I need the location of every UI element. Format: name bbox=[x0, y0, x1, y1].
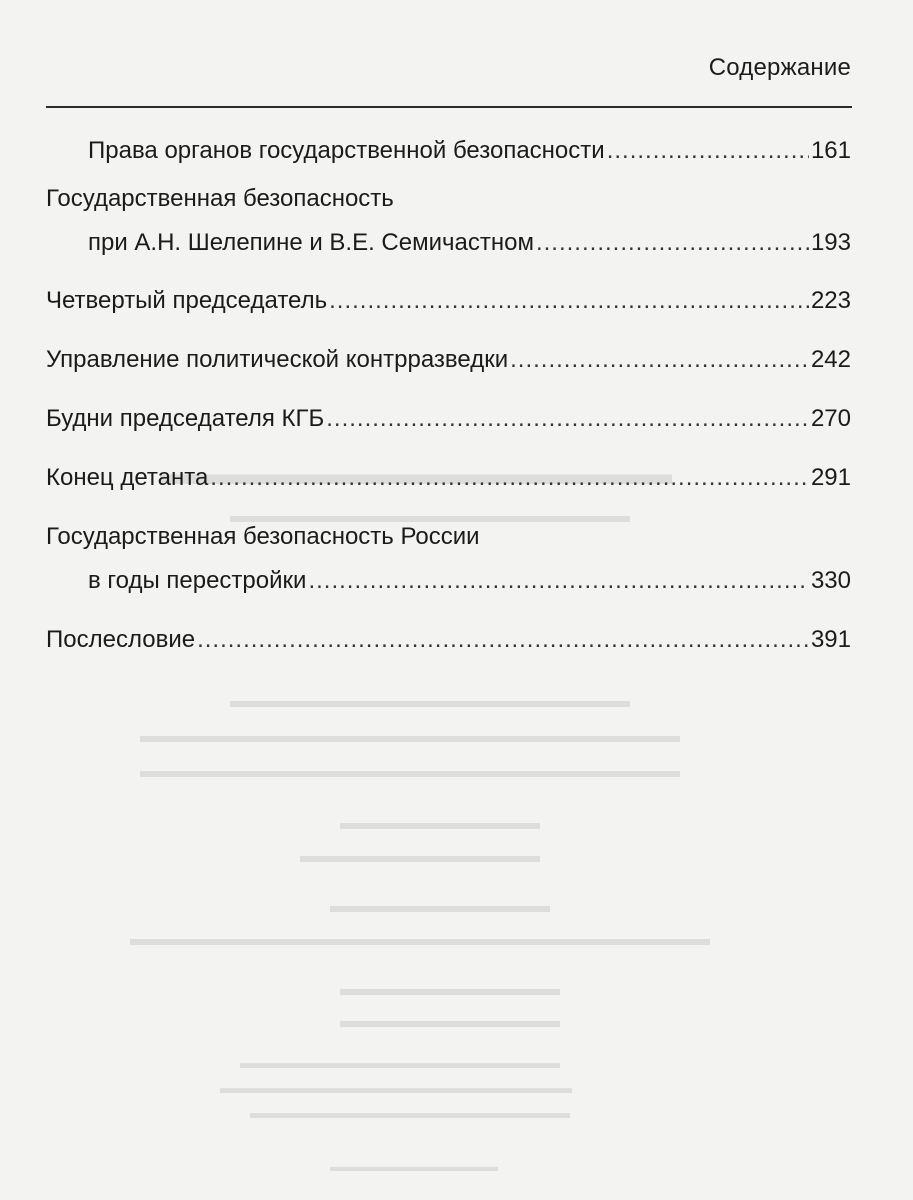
toc-entry-title-first-line[interactable]: Государственная безопасность России bbox=[46, 523, 480, 550]
bleed-through-text: ▬▬▬▬▬▬▬▬▬▬▬▬▬▬▬▬▬▬▬▬▬▬▬▬▬▬▬ bbox=[140, 725, 680, 747]
toc-entry[interactable] bbox=[88, 228, 851, 258]
dot-leader bbox=[510, 345, 809, 375]
dot-leader bbox=[536, 228, 809, 258]
bleed-through-text: ▬▬▬▬▬▬▬▬▬▬ bbox=[340, 812, 540, 834]
bleed-through-text: ▬▬▬▬▬▬▬▬▬▬▬▬▬▬▬▬ bbox=[160, 455, 672, 491]
toc-entry[interactable] bbox=[88, 566, 851, 596]
toc-entry-title-first-line[interactable]: Государственная безопасность bbox=[46, 185, 394, 212]
toc-page-number: 270 bbox=[810, 405, 851, 432]
toc-entry[interactable] bbox=[88, 136, 851, 166]
toc-entry-title: в годы перестройки bbox=[88, 567, 307, 594]
running-header-title: Содержание bbox=[708, 54, 851, 81]
toc-entry-title: Будни председателя КГБ bbox=[46, 405, 325, 432]
bleed-through-text: ▬▬▬▬▬▬▬▬▬▬▬▬▬▬▬▬▬▬▬▬ bbox=[230, 505, 630, 527]
dot-leader bbox=[308, 566, 809, 596]
bleed-through-text: ▬▬▬▬▬▬▬▬▬▬▬▬▬▬▬▬▬▬▬▬ bbox=[230, 690, 630, 712]
toc-entry[interactable] bbox=[46, 463, 851, 493]
toc-entry-title: Послесловие bbox=[46, 626, 196, 653]
toc-entry-title: Права органов государственной безопасности bbox=[88, 137, 605, 164]
bleed-through-text: ▬▬▬▬▬▬▬▬▬▬▬▬▬▬▬▬▬▬▬▬▬▬ bbox=[220, 1080, 572, 1097]
toc-page-number: 223 bbox=[810, 287, 851, 314]
toc-entry-title: Конец детанта bbox=[46, 464, 209, 491]
toc-page-number: 330 bbox=[810, 567, 851, 594]
dot-leader bbox=[329, 286, 809, 316]
dot-leader bbox=[210, 463, 809, 493]
dot-leader bbox=[607, 136, 809, 166]
toc-entry[interactable] bbox=[46, 625, 851, 655]
toc-page-number: 291 bbox=[810, 464, 851, 491]
toc-page-number: 161 bbox=[810, 137, 851, 164]
bleed-through-text: ▬▬▬▬▬▬▬▬▬▬▬ bbox=[340, 978, 560, 1000]
bleed-through-text: ▬▬▬▬▬▬▬▬▬▬▬▬ bbox=[300, 845, 540, 867]
dot-leader bbox=[197, 625, 809, 655]
toc-entry[interactable] bbox=[46, 345, 851, 375]
toc-page-number: 242 bbox=[810, 346, 851, 373]
toc-page-number: 391 bbox=[810, 626, 851, 653]
toc-page-number: 193 bbox=[810, 229, 851, 256]
toc-entry-title: Четвертый председатель bbox=[46, 287, 328, 314]
toc-entry[interactable] bbox=[46, 404, 851, 434]
bleed-through-text: ▬▬▬▬▬▬▬▬▬▬▬▬▬▬▬▬▬▬▬▬▬▬▬▬▬▬▬▬▬ bbox=[130, 928, 710, 950]
bleed-through-text: ▬▬▬▬▬▬▬▬▬▬▬ bbox=[340, 1010, 560, 1032]
bleed-through-text: ▬▬▬▬▬▬▬▬▬▬▬▬▬▬▬▬▬▬▬▬ bbox=[250, 1105, 570, 1122]
bleed-through-text: ▬▬▬▬▬▬▬▬▬▬▬ bbox=[330, 895, 550, 917]
bleed-through-text: ▬▬▬▬▬▬▬▬▬▬▬▬▬▬▬▬▬▬▬▬ bbox=[240, 1055, 560, 1072]
dot-leader bbox=[326, 404, 809, 434]
toc-entry-title: при А.Н. Шелепине и В.Е. Семичастном bbox=[88, 229, 534, 256]
bleed-through-text: ▬▬▬▬▬▬▬▬▬▬▬▬ bbox=[330, 1160, 498, 1175]
toc-entry[interactable] bbox=[46, 286, 851, 316]
bleed-through-text: ▬▬▬▬▬▬▬▬▬▬▬▬▬▬▬▬▬▬▬▬▬▬▬▬▬▬▬ bbox=[140, 760, 680, 782]
header-rule bbox=[46, 106, 852, 108]
toc-entry-title: Управление политической контрразведки bbox=[46, 346, 509, 373]
